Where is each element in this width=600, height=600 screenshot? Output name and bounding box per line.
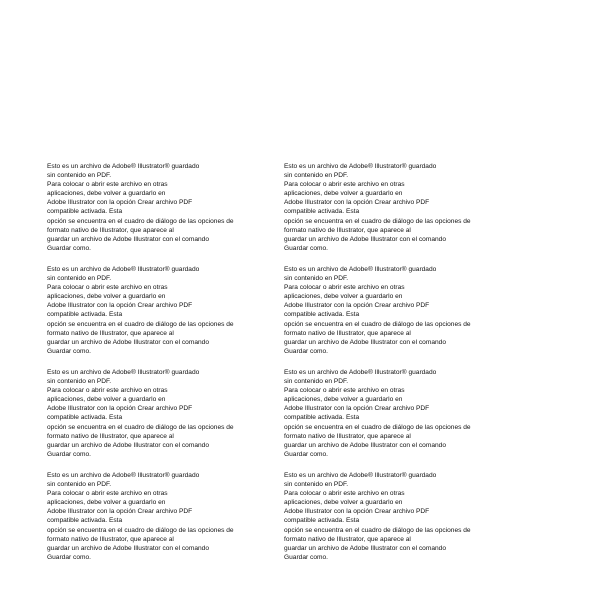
- notice-line: Para colocar o abrir este archivo en otras: [284, 490, 405, 498]
- notice-line: Esto es un archivo de Adobe® Illustrator® guardado: [47, 266, 200, 273]
- notice-line: opción se encuentra en el cuadro de diálogo de las opciones de: [47, 423, 234, 431]
- notice-line: Adobe Illustrator con la opción Crear archivo PDF: [47, 302, 193, 310]
- notice-line: aplicaciones, debe volver a guardarlo en: [284, 396, 403, 404]
- notice-line: compatible activada. Esta: [284, 517, 360, 525]
- notice-line: Adobe Illustrator con la opción Crear archivo PDF: [284, 508, 430, 516]
- notice-line: compatible activada. Esta: [47, 517, 123, 525]
- notice-line: Adobe Illustrator con la opción Crear archivo PDF: [47, 199, 193, 207]
- notice-line: Para colocar o abrir este archivo en otras: [47, 490, 168, 498]
- notice-block: [284, 162, 514, 253]
- notice-line: Guardar como.: [284, 553, 328, 561]
- notice-line: aplicaciones, debe volver a guardarlo en: [284, 190, 403, 198]
- notice-line: opción se encuentra en el cuadro de diálogo de las opciones de: [284, 217, 471, 225]
- notice-line: sin contenido en PDF.: [47, 172, 112, 180]
- notice-line: Adobe Illustrator con la opción Crear archivo PDF: [47, 508, 193, 516]
- notice-line: aplicaciones, debe volver a guardarlo en: [47, 396, 166, 404]
- notice-block: [284, 471, 514, 562]
- notice-line: Guardar como.: [47, 244, 91, 252]
- notice-line: sin contenido en PDF.: [47, 378, 112, 386]
- notice-line: Para colocar o abrir este archivo en otras: [47, 387, 168, 395]
- notice-line: Esto es un archivo de Adobe® Illustrator® guardado: [47, 369, 200, 376]
- notice-line: aplicaciones, debe volver a guardarlo en: [284, 499, 403, 507]
- notice-line: sin contenido en PDF.: [284, 172, 349, 180]
- notice-line: Esto es un archivo de Adobe® Illustrator® guardado: [47, 163, 200, 170]
- notice-line: Adobe Illustrator con la opción Crear archivo PDF: [284, 199, 430, 207]
- notice-line: aplicaciones, debe volver a guardarlo en: [47, 499, 166, 507]
- notice-line: formato nativo de Illustrator, que aparece al: [47, 226, 174, 234]
- notice-block: [284, 368, 514, 459]
- notice-line: guardar un archivo de Adobe Illustrator con el comando: [47, 441, 210, 449]
- notice-line: sin contenido en PDF.: [47, 481, 112, 489]
- notice-line: Guardar como.: [47, 347, 91, 355]
- notice-line: opción se encuentra en el cuadro de diálogo de las opciones de: [47, 320, 234, 328]
- notice-block: [47, 265, 277, 356]
- notice-line: formato nativo de Illustrator, que aparece al: [284, 329, 411, 337]
- notice-line: compatible activada. Esta: [47, 311, 123, 319]
- notice-line: Para colocar o abrir este archivo en otras: [284, 181, 405, 189]
- notice-line: formato nativo de Illustrator, que aparece al: [284, 432, 411, 440]
- notice-line: guardar un archivo de Adobe Illustrator con el comando: [47, 338, 210, 346]
- notice-line: formato nativo de Illustrator, que aparece al: [47, 535, 174, 543]
- notice-block: [47, 162, 277, 253]
- notice-block: [284, 265, 514, 356]
- notice-line: Adobe Illustrator con la opción Crear archivo PDF: [284, 405, 430, 413]
- notice-line: opción se encuentra en el cuadro de diálogo de las opciones de: [284, 526, 471, 534]
- notice-line: formato nativo de Illustrator, que aparece al: [284, 226, 411, 234]
- notice-line: Guardar como.: [284, 347, 328, 355]
- notice-line: guardar un archivo de Adobe Illustrator con el comando: [284, 338, 447, 346]
- notice-line: Esto es un archivo de Adobe® Illustrator® guardado: [284, 163, 437, 170]
- notice-line: Esto es un archivo de Adobe® Illustrator® guardado: [284, 266, 437, 273]
- notice-line: guardar un archivo de Adobe Illustrator con el comando: [47, 235, 210, 243]
- notice-line: guardar un archivo de Adobe Illustrator con el comando: [284, 441, 447, 449]
- notice-line: Esto es un archivo de Adobe® Illustrator® guardado: [47, 472, 200, 479]
- notice-line: guardar un archivo de Adobe Illustrator con el comando: [284, 235, 447, 243]
- notice-line: Guardar como.: [284, 244, 328, 252]
- notice-line: formato nativo de Illustrator, que aparece al: [284, 535, 411, 543]
- notice-line: Esto es un archivo de Adobe® Illustrator® guardado: [284, 369, 437, 376]
- notice-line: opción se encuentra en el cuadro de diálogo de las opciones de: [284, 423, 471, 431]
- notice-line: opción se encuentra en el cuadro de diálogo de las opciones de: [47, 217, 234, 225]
- notice-line: aplicaciones, debe volver a guardarlo en: [284, 293, 403, 301]
- notice-line: Guardar como.: [47, 450, 91, 458]
- notice-line: Para colocar o abrir este archivo en otras: [284, 284, 405, 292]
- notice-line: sin contenido en PDF.: [284, 481, 349, 489]
- notice-line: Para colocar o abrir este archivo en otras: [47, 284, 168, 292]
- notice-line: aplicaciones, debe volver a guardarlo en: [47, 293, 166, 301]
- notice-line: compatible activada. Esta: [284, 414, 360, 422]
- notice-line: Adobe Illustrator con la opción Crear archivo PDF: [284, 302, 430, 310]
- notice-block: [47, 368, 277, 459]
- notice-line: aplicaciones, debe volver a guardarlo en: [47, 190, 166, 198]
- notice-line: Para colocar o abrir este archivo en otras: [284, 387, 405, 395]
- notice-line: Adobe Illustrator con la opción Crear archivo PDF: [47, 405, 193, 413]
- notice-line: sin contenido en PDF.: [284, 378, 349, 386]
- notice-line: Para colocar o abrir este archivo en otras: [47, 181, 168, 189]
- notice-line: Esto es un archivo de Adobe® Illustrator® guardado: [284, 472, 437, 479]
- notice-line: sin contenido en PDF.: [47, 275, 112, 283]
- notice-block: [47, 471, 277, 562]
- notice-line: opción se encuentra en el cuadro de diálogo de las opciones de: [284, 320, 471, 328]
- notice-line: compatible activada. Esta: [284, 208, 360, 216]
- notice-line: guardar un archivo de Adobe Illustrator con el comando: [47, 544, 210, 552]
- notice-line: compatible activada. Esta: [47, 414, 123, 422]
- notice-line: opción se encuentra en el cuadro de diálogo de las opciones de: [47, 526, 234, 534]
- notice-line: Guardar como.: [47, 553, 91, 561]
- notice-line: formato nativo de Illustrator, que aparece al: [47, 432, 174, 440]
- notice-line: compatible activada. Esta: [47, 208, 123, 216]
- notice-line: sin contenido en PDF.: [284, 275, 349, 283]
- notice-line: compatible activada. Esta: [284, 311, 360, 319]
- notice-line: formato nativo de Illustrator, que aparece al: [47, 329, 174, 337]
- notice-line: Guardar como.: [284, 450, 328, 458]
- notice-line: guardar un archivo de Adobe Illustrator con el comando: [284, 544, 447, 552]
